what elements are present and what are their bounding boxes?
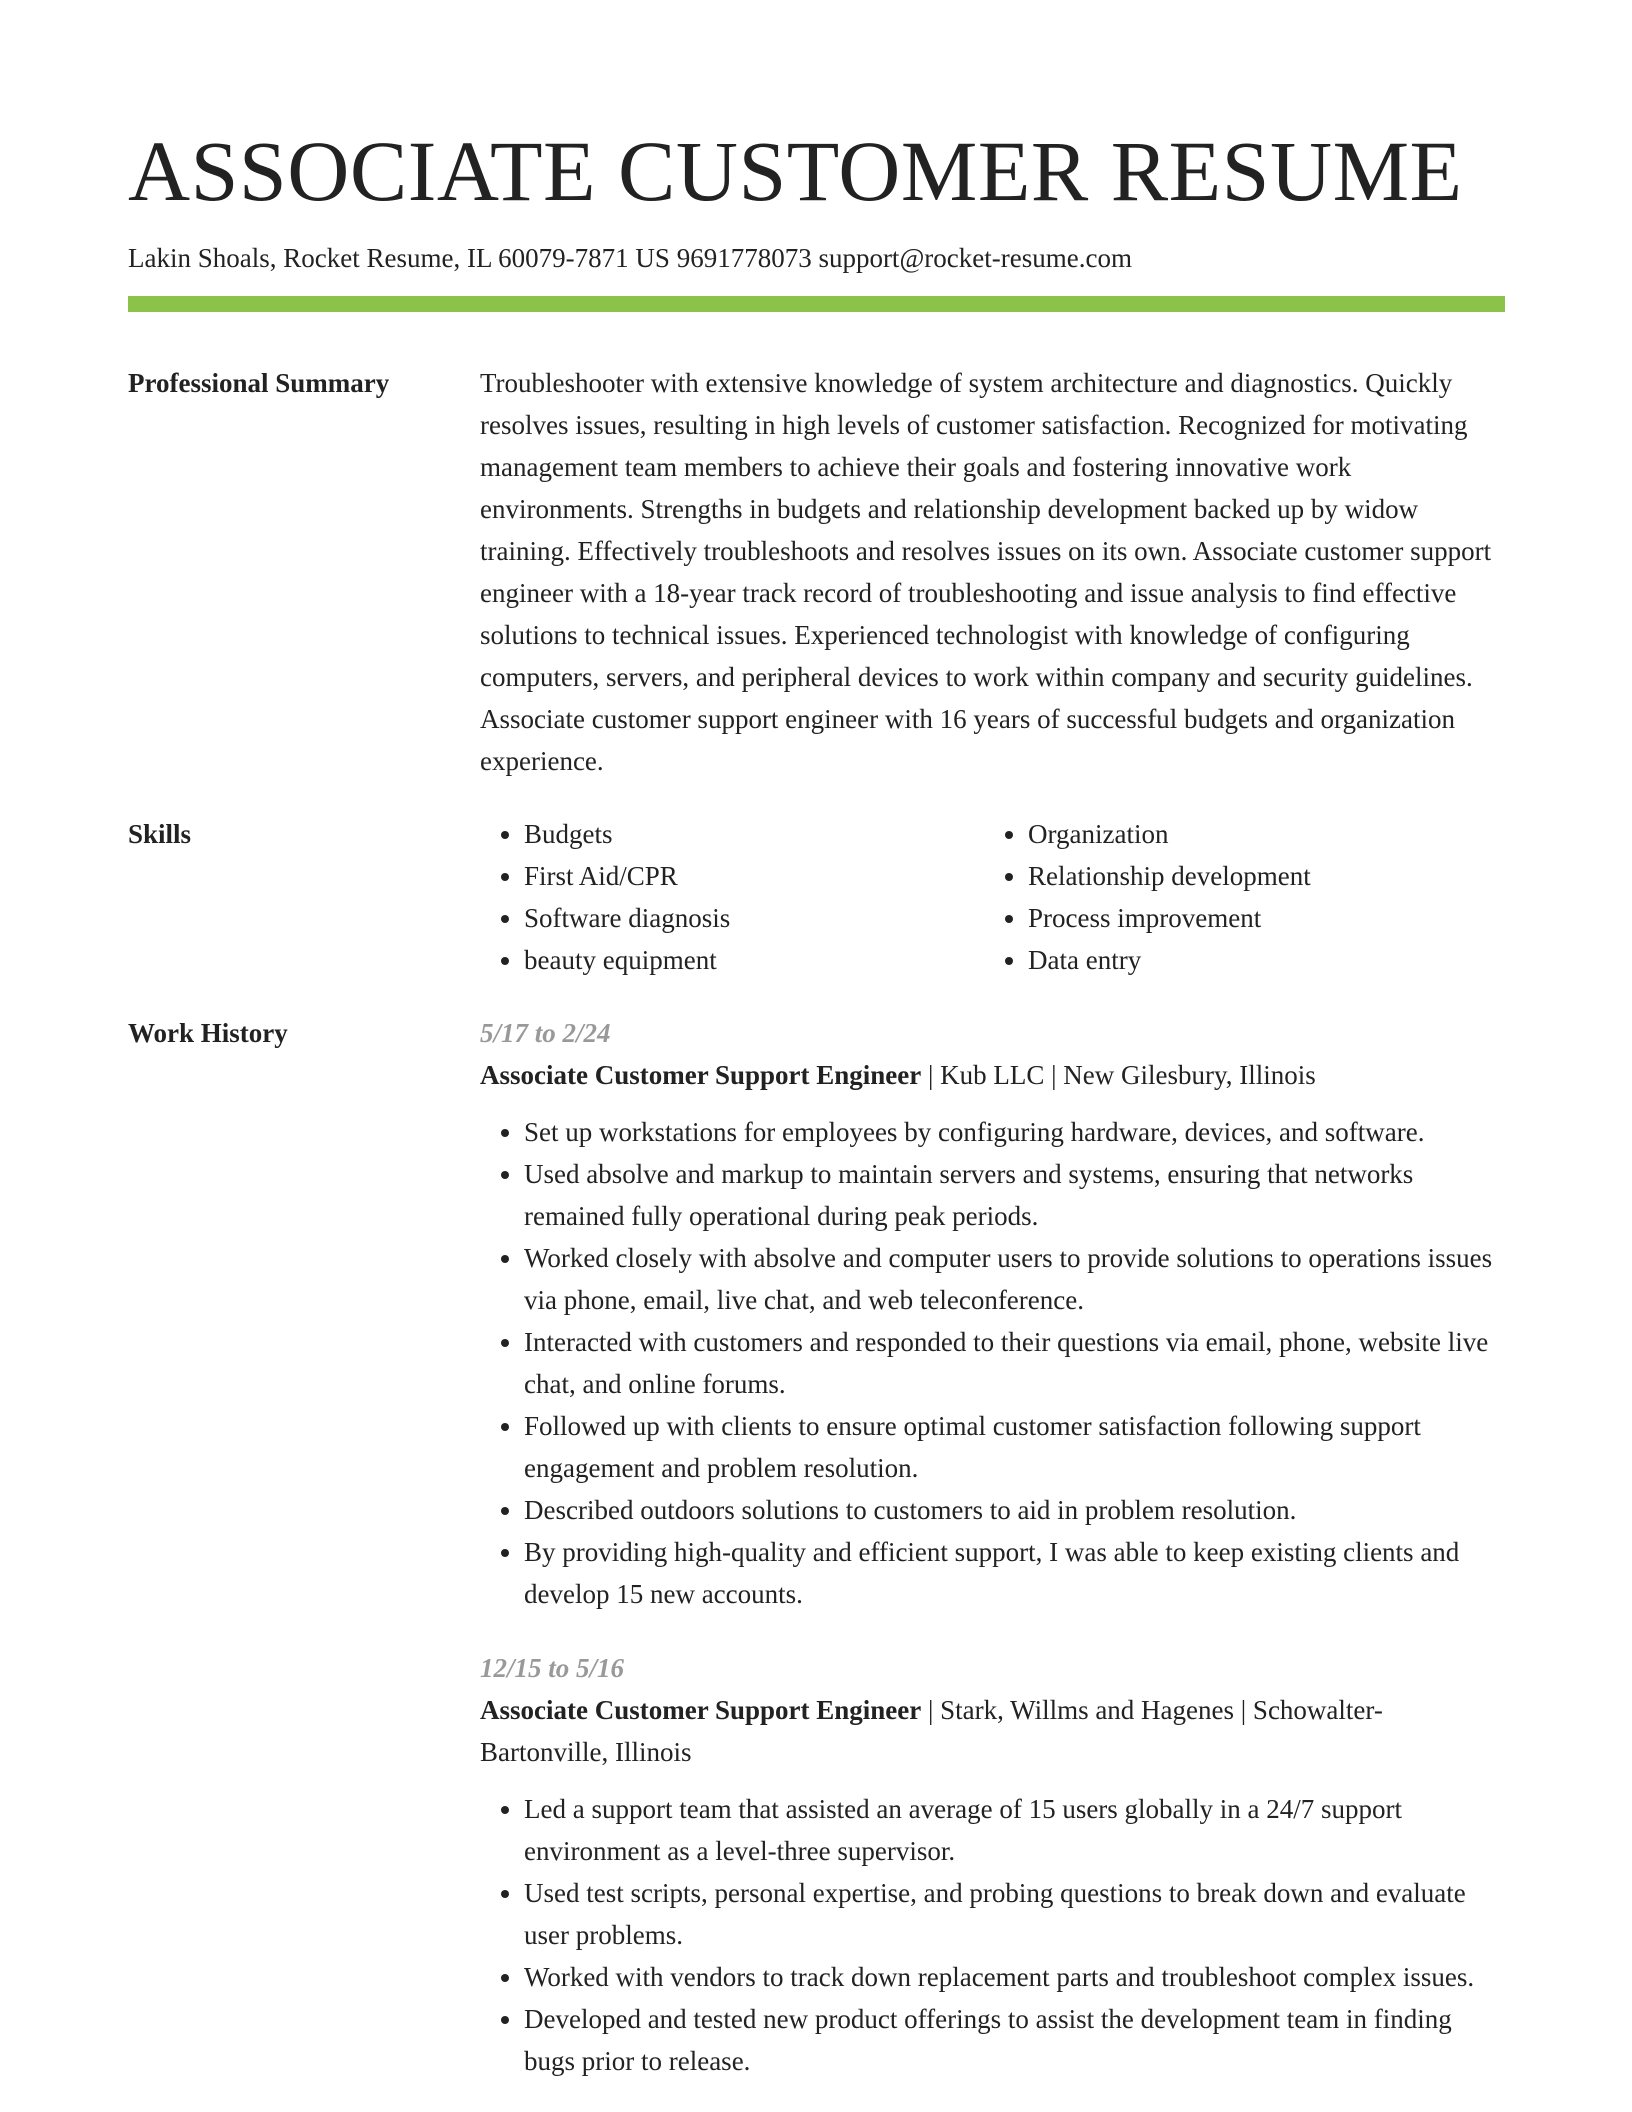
summary-label: Professional Summary bbox=[128, 368, 390, 398]
job-bullet: • Used absolve and markup to maintain servers and systems, ensuring that networks remained fully operational during peak periods. bbox=[524, 1153, 1505, 1237]
skills-section bbox=[128, 813, 1505, 981]
skills-list-left bbox=[480, 813, 984, 981]
job-company-location: | Kub LLC | New Gilesbury, Illinois bbox=[921, 1060, 1316, 1090]
job-bullets bbox=[480, 1788, 1505, 2082]
resume-title: ASSOCIATE CUSTOMER RESUME bbox=[128, 123, 1463, 219]
skill-item: • Software diagnosis bbox=[524, 897, 984, 939]
resume-page bbox=[128, 0, 1505, 2082]
job-bullet: • Used test scripts, personal expertise, and probing questions to break down and evaluate user problems. bbox=[524, 1872, 1505, 1956]
job-bullet: • Worked closely with absolve and computer users to provide solutions to operations issues via phone, email, live chat, and web teleconference. bbox=[524, 1237, 1505, 1321]
job-bullet: • Developed and tested new product offerings to assist the development team in finding bugs prior to release. bbox=[524, 1998, 1505, 2082]
job-title: Associate Customer Support Engineer bbox=[480, 1060, 922, 1090]
job-bullet: • Followed up with clients to ensure optimal customer satisfaction following support engagement and problem resolution. bbox=[524, 1405, 1505, 1489]
job-entry bbox=[480, 1012, 1505, 1615]
summary-section bbox=[128, 362, 1505, 782]
skills-list-right bbox=[984, 813, 1488, 981]
job-heading bbox=[480, 1689, 1505, 1773]
job-bullet: • Set up workstations for employees by configuring hardware, devices, and software. bbox=[524, 1111, 1505, 1153]
skill-item: • Organization bbox=[1028, 813, 1488, 855]
job-bullet: • Interacted with customers and responded to their questions via email, phone, website live chat, and online forums. bbox=[524, 1321, 1505, 1405]
header-divider bbox=[128, 296, 1505, 312]
skill-item: • Process improvement bbox=[1028, 897, 1488, 939]
work-history-label: Work History bbox=[128, 1018, 288, 1048]
job-bullet: • Worked with vendors to track down replacement parts and troubleshoot complex issues. bbox=[524, 1956, 1505, 1998]
job-heading bbox=[480, 1054, 1505, 1096]
skill-item: • beauty equipment bbox=[524, 939, 984, 981]
contact-line: Lakin Shoals, Rocket Resume, IL 60079-7871 US 9691778073 support@rocket-resume.com bbox=[128, 243, 1132, 273]
skill-item: • Budgets bbox=[524, 813, 984, 855]
skill-item: • Data entry bbox=[1028, 939, 1488, 981]
job-bullets bbox=[480, 1111, 1505, 1615]
skills-label: Skills bbox=[128, 819, 192, 849]
skills-grid bbox=[480, 813, 1505, 981]
job-bullet: • Described outdoors solutions to customers to aid in problem resolution. bbox=[524, 1489, 1505, 1531]
job-title: Associate Customer Support Engineer bbox=[480, 1695, 922, 1725]
job-company-location: | Stark, Willms and Hagenes | Schowalter-Bartonville, Illinois bbox=[480, 1695, 1383, 1767]
skill-item: • First Aid/CPR bbox=[524, 855, 984, 897]
job-dates: 5/17 to 2/24 bbox=[480, 1018, 611, 1048]
job-bullet: • By providing high-quality and efficient support, I was able to keep existing clients and develop 15 new accounts. bbox=[524, 1531, 1505, 1615]
job-dates: 12/15 to 5/16 bbox=[480, 1653, 625, 1683]
skill-item: • Relationship development bbox=[1028, 855, 1488, 897]
work-history-section bbox=[128, 1012, 1505, 2082]
summary-text: Troubleshooter with extensive knowledge of system architecture and diagnostics. Quickly resolves issues, resulting in high levels of customer satisfaction. Recognized for motivating management team members to achieve their goals and fostering innovative work environments. Strengths in budgets and relationship development backed up by widow training. Effectively troubleshoots and resolves issues on its own. Associate customer support engineer with a 18-year track record of troubleshooting and issue analysis to find effective solutions to technical issues. Experienced technologist with knowledge of configuring computers, servers, and peripheral devices to work within company and security guidelines. Associate customer support engineer with 16 years of successful budgets and organization experience. bbox=[480, 368, 1492, 776]
job-entry bbox=[480, 1647, 1505, 2082]
job-bullet: • Led a support team that assisted an average of 15 users globally in a 24/7 support environment as a level-three supervisor. bbox=[524, 1788, 1505, 1872]
